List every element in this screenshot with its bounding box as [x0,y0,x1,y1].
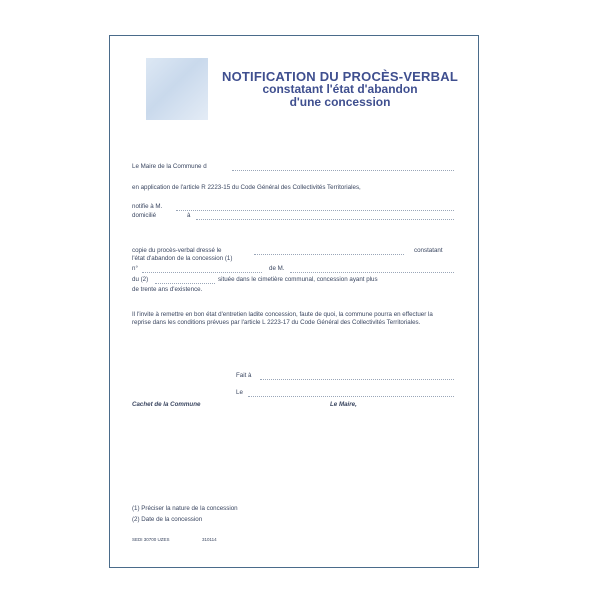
domicilie-label: domicilié [132,212,157,219]
title-line-2: constatant l'état d'abandon [262,82,418,96]
cachet-label: Cachet de la Commune [132,401,201,408]
du-label: du (2) [132,276,149,283]
numero-label: n° [132,265,138,272]
maire-commune-field [232,170,454,171]
document-title [220,70,460,109]
copie-label: copie du procès-verbal dressé le [132,247,222,254]
footnote-1: (1) Préciser la nature de la concession [132,505,238,512]
reference-code: SEDI 30700 UZES [132,537,170,542]
etat-abandon-text: l'état d'abandon de la concession (1) [132,255,233,262]
le-label: Le [236,389,243,396]
concession-date-field [155,283,215,284]
existence-text: de trente ans d'existence. [132,286,203,293]
footnote-2: (2) Date de la concession [132,516,203,523]
situee-text: située dans le cimetière communal, concession ayant plus [218,276,378,283]
notifie-field [176,210,454,211]
title-line-3: d'une concession [289,95,391,109]
de-m-label: de M. [269,265,285,272]
domicilie-a-label: à [187,212,191,219]
notifie-label: notifie à M. [132,203,163,210]
constatant-label: constatant [414,247,443,254]
title-line-1: NOTIFICATION DU PROCÈS-VERBAL [222,69,458,84]
logo-placeholder [146,58,208,120]
invite-paragraph: Il l'invite à remettre en bon état d'entretien ladite concession, faute de quoi, la commune pourra en effectuer la reprise dans les conditions prévues par l'article L 2223-17 du Code Général des Collectivités Territoriales. [132,311,433,326]
application-text: en application de l'article R 2223-15 du Code Général des Collectivités Territoriales, [132,184,361,191]
fait-a-label: Fait à [236,372,252,379]
fait-a-field [260,379,454,380]
maire-label: Le Maire de la Commune d [132,163,207,170]
numero-field [142,272,262,273]
document-page [109,35,479,568]
le-date-field [248,396,454,397]
reference-number: 310114 [202,537,217,542]
maire-signature-label: Le Maire, [330,401,357,408]
domicilie-field [196,219,454,220]
pv-date-field [254,254,404,255]
de-m-field [290,272,454,273]
